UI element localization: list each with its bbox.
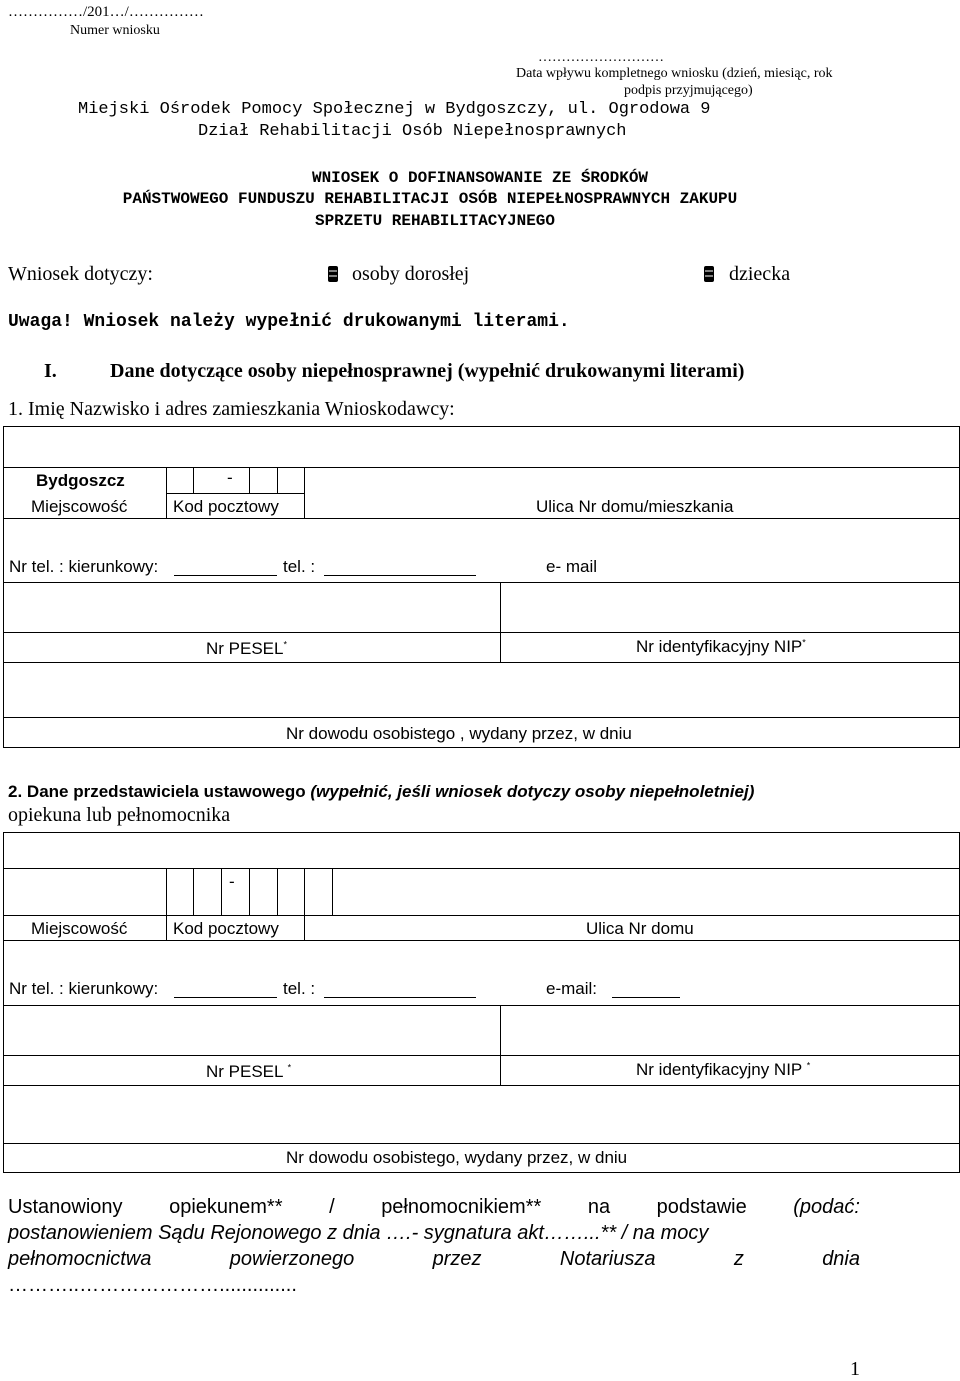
pesel-label: Nr PESEL* (206, 639, 287, 658)
section1-heading: Dane dotyczące osoby niepełnosprawnej (wypełnić drukowanymi literami) (110, 360, 745, 382)
postcode-label-2: Kod pocztowy (173, 919, 279, 938)
city-label: Miejscowość (31, 497, 128, 516)
applies-label: Wniosek dotyczy: (8, 263, 153, 285)
option-child-label: dziecka (729, 263, 791, 285)
note-text: Uwaga! Wniosek należy wypełnić drukowanymi literami. (8, 312, 570, 332)
email-label-2: e-mail: (546, 979, 598, 998)
date-label-line1: Data wpływu kompletnego wniosku (dzień, miesiąc, rok (516, 66, 833, 81)
tel-field-2[interactable] (324, 997, 476, 998)
title-line1: WNIOSEK O DOFINANSOWANIE ZE ŚRODKÓW (311, 169, 649, 187)
tel-label: tel. : (283, 557, 316, 576)
section2-heading-line2: opiekuna lub pełnomocnika (8, 804, 231, 826)
tel-field[interactable] (324, 575, 476, 576)
email-label: e- mail (546, 557, 598, 576)
nip-label: Nr identyfikacyjny NIP* (636, 637, 806, 656)
id-label-2: Nr dowodu osobistego, wydany przez, w dniu (286, 1148, 628, 1167)
date-dots: ……………………… (538, 50, 664, 65)
pesel-label-2: Nr PESEL * (206, 1062, 292, 1081)
guardian-line4: ………..………………….............. (8, 1274, 297, 1296)
postcode-label: Kod pocztowy (173, 497, 279, 516)
option-adult-label: osoby dorosłej (352, 263, 470, 285)
checkbox-adult-icon[interactable] (328, 266, 338, 282)
guardian-line2: postanowieniem Sądu Rejonowego z dnia ….- sygnatura akt……...** / na mocy (8, 1222, 709, 1244)
institution-line2: Dział Rehabilitacji Osób Niepełnosprawnych (198, 122, 627, 141)
street-label: Ulica Nr domu/mieszkania (536, 497, 734, 516)
postcode-dash: - (227, 468, 233, 487)
tel-label-2: tel. : (283, 979, 316, 998)
street-label-2: Ulica Nr domu (586, 919, 694, 938)
phone-label-2: Nr tel. : kierunkowy: (9, 979, 159, 998)
section2-heading: 2. Dane przedstawiciela ustawowego (wypełnić, jeśli wniosek dotyczy osoby niepełnoletniej) (8, 782, 755, 801)
phone-label: Nr tel. : kierunkowy: (9, 557, 159, 576)
section1-roman: I. (44, 360, 57, 382)
guardian-line1: Ustanowiony opiekunem** / pełnomocnikiem** na podstawie (podać: (8, 1196, 860, 1218)
title-line3: SPRZETU REHABILITACYJNEGO (314, 212, 556, 230)
application-number-line: ……………/201…/…………… (8, 4, 204, 20)
date-label-line2: podpis przyjmującego) (624, 83, 753, 98)
phone-area-field[interactable] (174, 575, 277, 576)
representative-form-box (3, 832, 960, 1173)
postcode-dash-2: - (229, 872, 235, 891)
institution-line1: Miejski Ośrodek Pomocy Społecznej w Bydgoszczy, ul. Ogrodowa 9 (78, 100, 711, 119)
city-label-2: Miejscowość (31, 919, 128, 938)
email-field-2[interactable] (612, 997, 680, 998)
section1-q1: 1. Imię Nazwisko i adres zamieszkania Wnioskodawcy: (8, 398, 455, 420)
checkbox-child-icon[interactable] (704, 266, 714, 282)
page-number: 1 (850, 1358, 860, 1380)
applicant-form-box (3, 426, 960, 748)
application-number-label: Numer wniosku (70, 23, 160, 38)
city-value[interactable]: Bydgoszcz (36, 471, 125, 490)
id-label: Nr dowodu osobistego , wydany przez, w dniu (286, 724, 632, 743)
phone-area-field-2[interactable] (174, 997, 277, 998)
nip-label-2: Nr identyfikacyjny NIP * (636, 1060, 811, 1079)
guardian-line3: pełnomocnictwa powierzonego przez Notariusza z dnia (8, 1248, 860, 1270)
title-line2: PAŃSTWOWEGO FUNDUSZU REHABILITACJI OSÓB NIEPEŁNOSPRAWNYCH ZAKUPU (122, 190, 738, 208)
